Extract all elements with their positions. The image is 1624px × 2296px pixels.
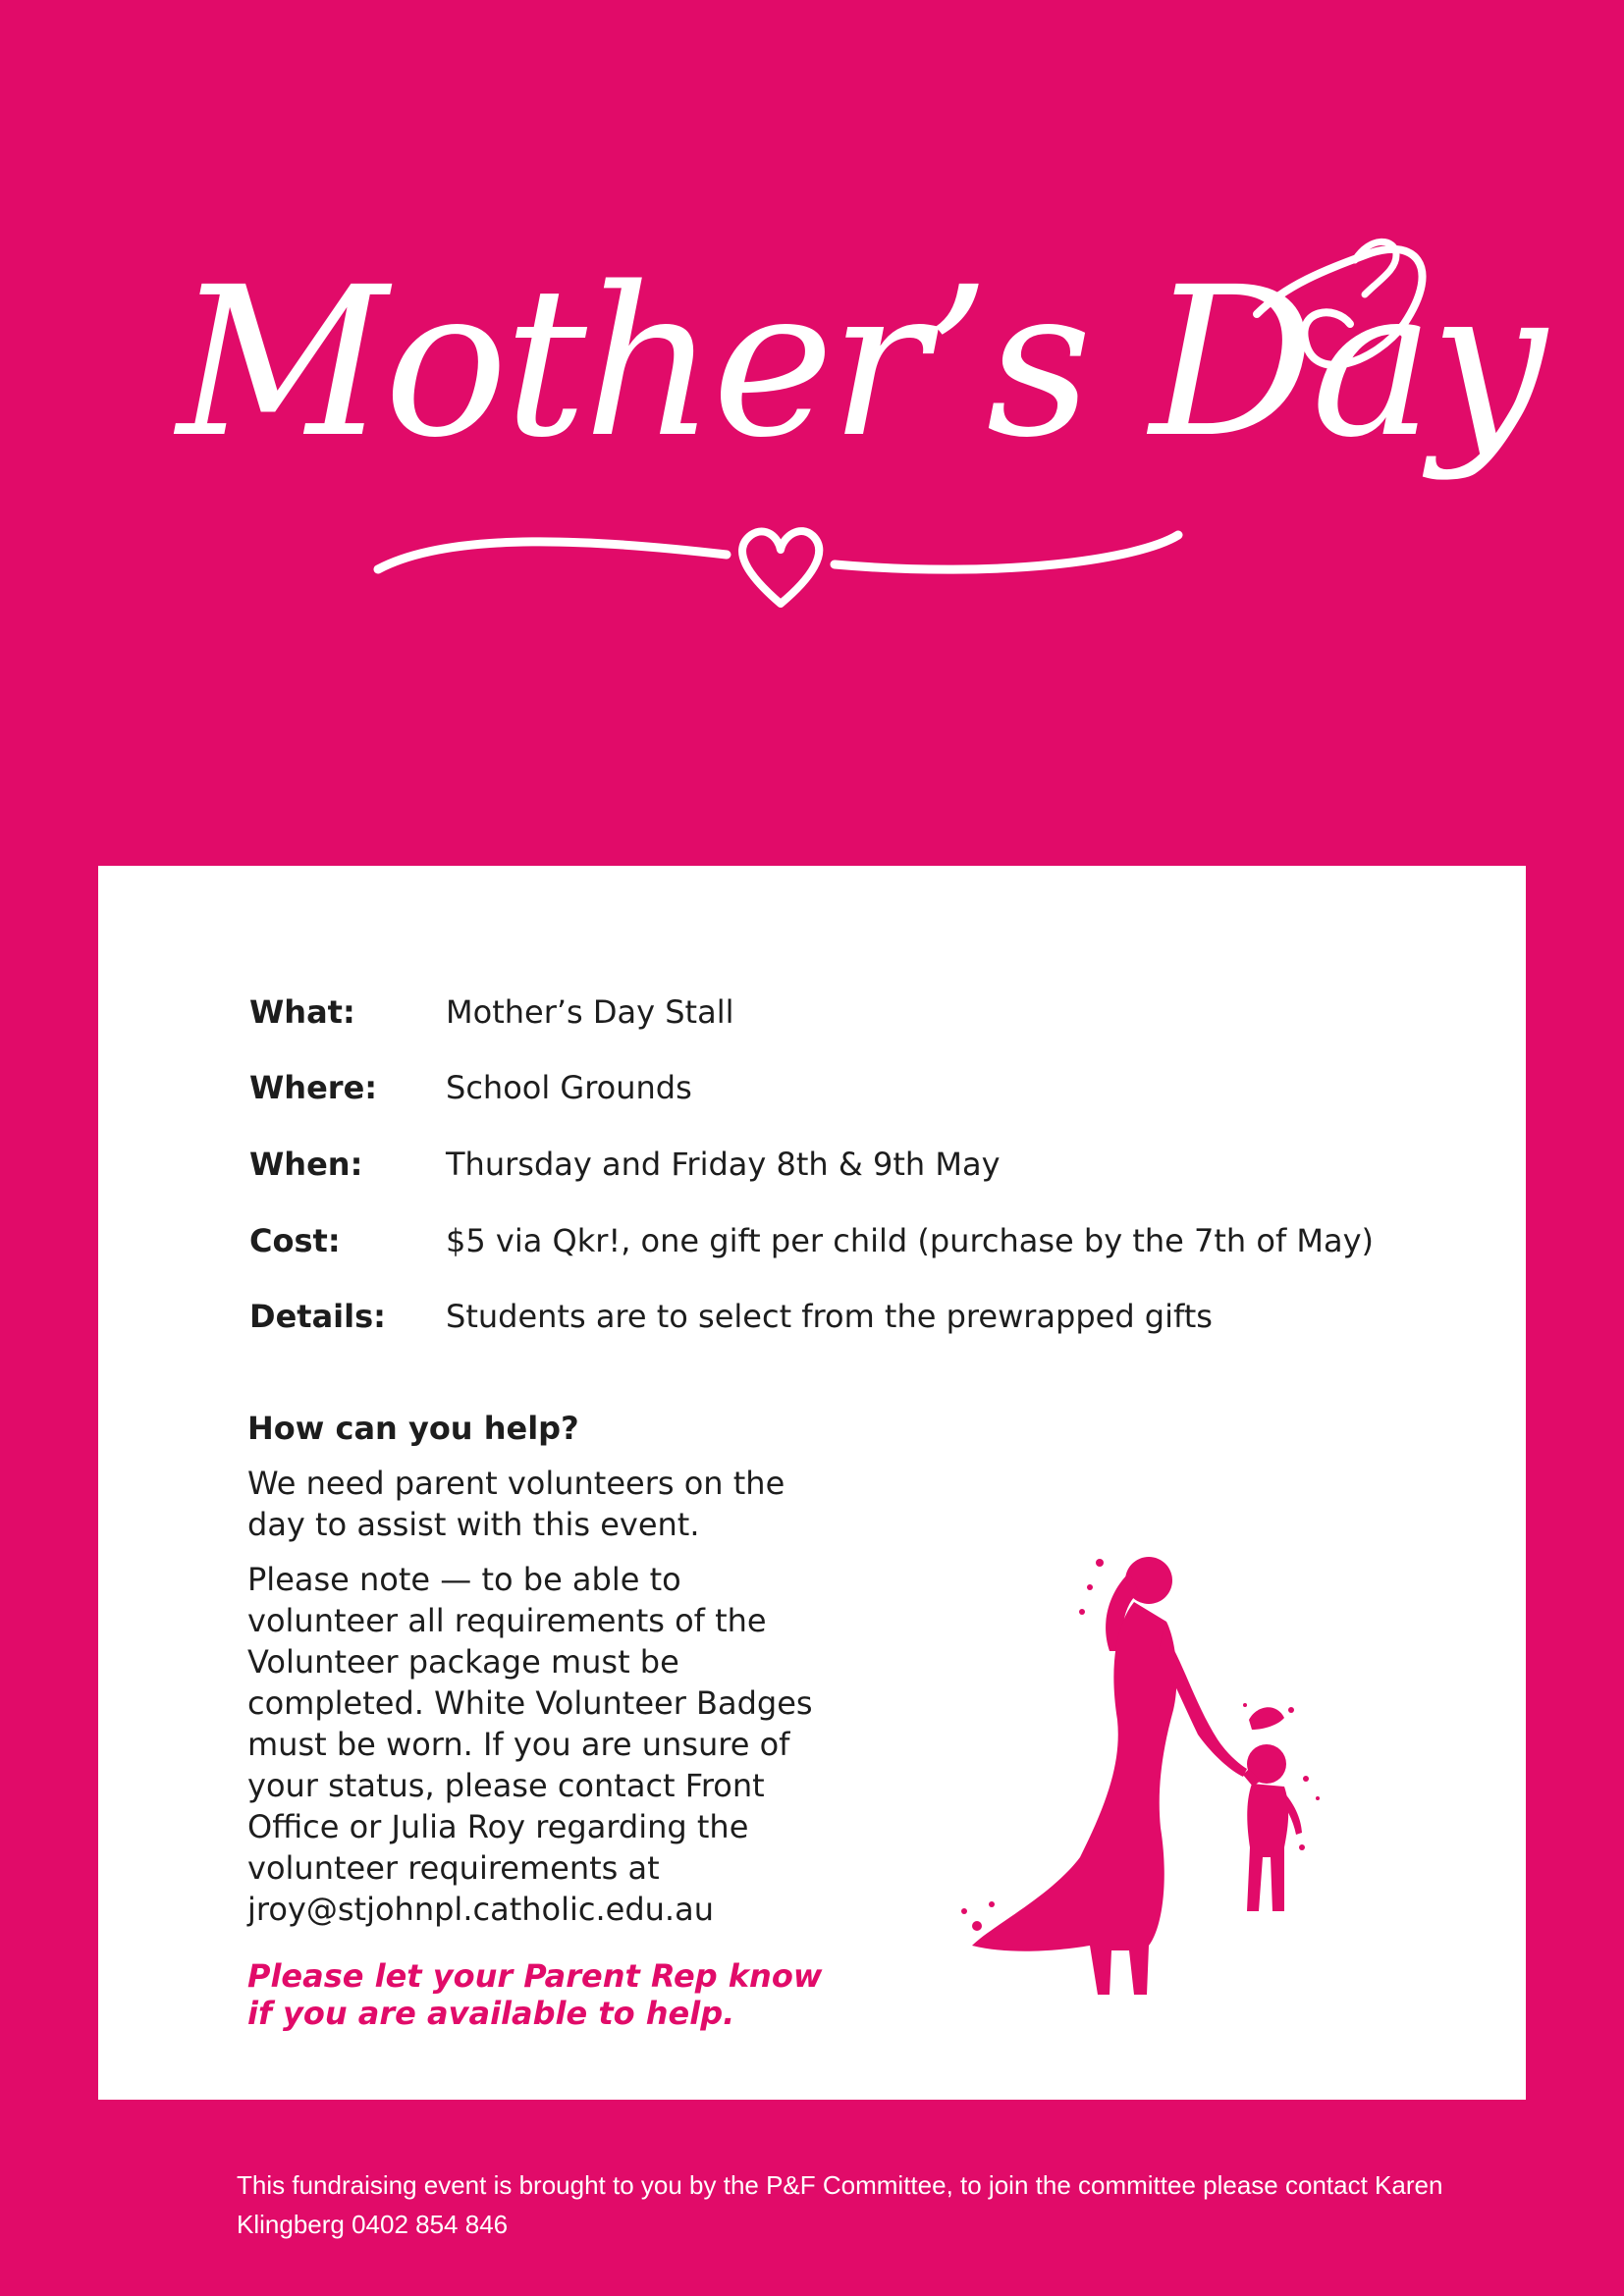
page-title: Mother’s Day [177, 242, 1543, 483]
help-heading: How can you help? [247, 1410, 579, 1447]
mother-child-silhouette [952, 1533, 1522, 2024]
detail-label: What: [249, 993, 355, 1031]
info-card [98, 866, 1526, 2100]
detail-value: $5 via Qkr!, one gift per child (purchase by the 7th of May) [446, 1222, 1375, 1259]
help-paragraph-volunteers: We need parent volunteers on the day to assist with this event. [247, 1465, 785, 1543]
footer-note: This fundraising event is brought to you by the P&F Committee, to join the committee please contact Karen Klingberg 0402 854 846 [237, 2170, 1443, 2239]
detail-label: When: [249, 1146, 363, 1183]
detail-label: Cost: [249, 1222, 341, 1259]
heart-flourish-icon [157, 226, 1543, 638]
detail-value: School Grounds [446, 1069, 692, 1106]
call-to-action: Please let your Parent Rep know if you are available to help. [247, 1957, 823, 2032]
title-block [157, 226, 1543, 638]
detail-label: Details: [249, 1298, 386, 1335]
help-paragraph-requirements: Please note — to be able to volunteer all requirements of the Volunteer package must be completed. White Volunteer Badges must be worn. If you are unsure of your status, please contact Front Office or Julia Roy regarding the volunteer requirements at jroy@stjohnpl.catholic.edu.au [247, 1561, 813, 1928]
detail-value: Thursday and Friday 8th & 9th May [446, 1146, 1001, 1183]
detail-label: Where: [249, 1069, 378, 1106]
detail-value: Students are to select from the prewrapped gifts [446, 1298, 1213, 1335]
detail-value: Mother’s Day Stall [446, 993, 734, 1031]
